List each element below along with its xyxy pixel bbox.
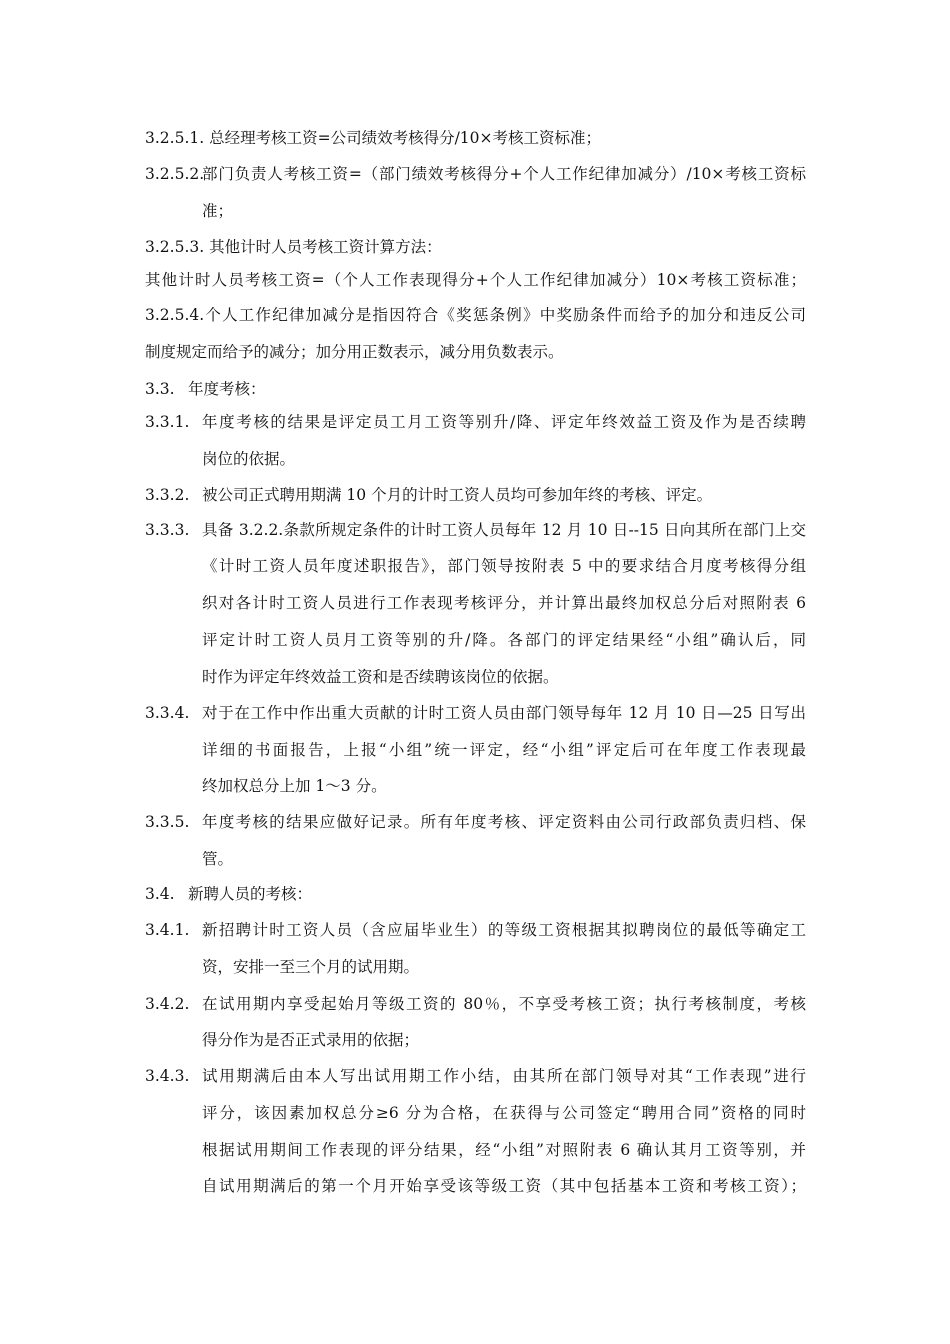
paragraph-line: 3.2.5.4.个人工作纪律加减分是指因符合《奖惩条例》中奖励条件而给予的加分和违反公司 <box>145 306 806 324</box>
section-number: 3.4. <box>145 885 175 903</box>
paragraph-3-2-5-1: 3.2.5.1. 总经理考核工资=公司绩效考核得分/10×考核工资标准； <box>145 129 602 147</box>
paragraph-line: 得分作为是否正式录用的依据； <box>202 1031 420 1049</box>
paragraph-line: 岗位的依据。 <box>202 450 296 468</box>
paragraph-number: 3.3.3. <box>145 521 190 539</box>
paragraph-line: 其他计时人员考核工资=（个人工作表现得分+个人工作纪律加减分）10×考核工资标准； <box>145 271 806 289</box>
paragraph-line: 评定计时工资人员月工资等别的升/降。各部门的评定结果经“小组”确认后，同 <box>202 631 806 649</box>
paragraph-line: 根据试用期间工作表现的评分结果，经“小组”对照附表 6 确认其月工资等别，并 <box>202 1141 806 1159</box>
paragraph-line: 评分，该因素加权总分≥6 分为合格，在获得与公司签定“聘用合同”资格的同时 <box>202 1104 806 1122</box>
paragraph-line: 部门负责人考核工资=（部门绩效考核得分+个人工作纪律加减分）/10×考核工资标 <box>202 165 806 183</box>
paragraph-number: 3.4.2. <box>145 995 190 1013</box>
paragraph-number: 3.3.5. <box>145 813 190 831</box>
paragraph-line: 自试用期满后的第一个月开始享受该等级工资（其中包括基本工资和考核工资）； <box>202 1177 806 1195</box>
paragraph-line: 具备 3.2.2.条款所规定条件的计时工资人员每年 12 月 10 日--15 日向其所在部门上交 <box>202 521 806 539</box>
paragraph-line: 管。 <box>202 850 234 868</box>
paragraph-3-2-5-3: 3.2.5.3. 其他计时人员考核工资计算方法： <box>145 238 442 256</box>
paragraph-line: 《计时工资人员年度述职报告》，部门领导按附表 5 中的要求结合月度考核得分组 <box>202 557 806 575</box>
paragraph-line: 年度考核的结果应做好记录。所有年度考核、评定资料由公司行政部负责归档、保 <box>202 813 806 831</box>
paragraph-line: 新招聘计时工资人员（含应届毕业生）的等级工资根据其拟聘岗位的最低等确定工 <box>202 921 806 939</box>
paragraph-line: 制度规定而给予的减分；加分用正数表示，减分用负数表示。 <box>145 343 564 361</box>
paragraph-line: 终加权总分上加 1～3 分。 <box>202 777 387 795</box>
paragraph-line: 时作为评定年终效益工资和是否续聘该岗位的依据。 <box>202 668 559 686</box>
paragraph-line: 在试用期内享受起始月等级工资的 80％，不享受考核工资；执行考核制度，考核 <box>202 995 806 1013</box>
paragraph-line: 织对各计时工资人员进行工作表现考核评分，并计算出最终加权总分后对照附表 6 <box>202 594 806 612</box>
paragraph-line: 准； <box>202 202 234 220</box>
paragraph-number: 3.3.2. <box>145 486 190 504</box>
paragraph-line: 年度考核的结果是评定员工月工资等别升/降、评定年终效益工资及作为是否续聘 <box>202 413 806 431</box>
section-number: 3.3. <box>145 380 175 398</box>
paragraph-number: 3.3.1. <box>145 413 190 431</box>
paragraph-line: 详细的书面报告，上报“小组”统一评定，经“小组”评定后可在年度工作表现最 <box>202 741 806 759</box>
paragraph-line: 资，安排一至三个月的试用期。 <box>202 958 420 976</box>
paragraph-line: 被公司正式聘用期满 10 个月的计时工资人员均可参加年终的考核、评定。 <box>202 486 713 504</box>
paragraph-number: 3.4.3. <box>145 1067 190 1085</box>
paragraph-number: 3.4.1. <box>145 921 190 939</box>
paragraph-number: 3.3.4. <box>145 704 190 722</box>
section-heading: 年度考核： <box>188 380 266 398</box>
section-heading: 新聘人员的考核： <box>188 885 313 903</box>
paragraph-number: 3.2.5.2. <box>145 165 205 183</box>
paragraph-line: 试用期满后由本人写出试用期工作小结，由其所在部门领导对其“工作表现”进行 <box>202 1067 806 1085</box>
paragraph-line: 对于在工作中作出重大贡献的计时工资人员由部门领导每年 12 月 10 日—25 日写出 <box>202 704 806 722</box>
